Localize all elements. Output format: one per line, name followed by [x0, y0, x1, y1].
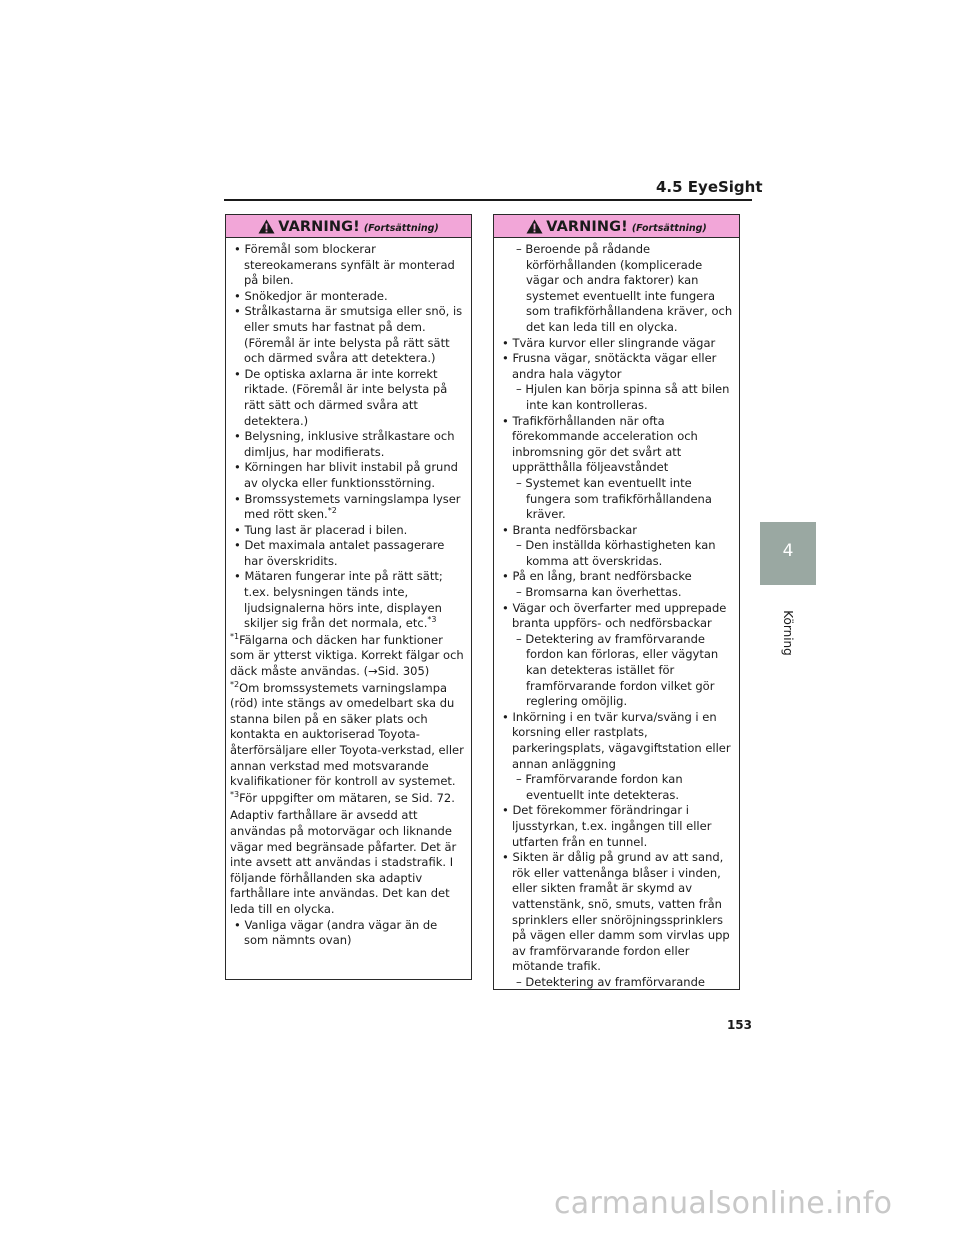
list-item: • Vägar och överfarter med upprepade branta uppförs- och nedförsbackar [502, 600, 727, 631]
list-item: • Frusna vägar, snötäckta vägar eller andra hala vägytor [502, 351, 717, 381]
list-item: • Branta nedförsbackar [502, 522, 637, 537]
warning-triangle-icon [258, 219, 275, 234]
sub-item: – Framförvarande fordon kan eventuellt inte detekteras. [516, 772, 683, 802]
sub-item: – Detektering av framförvarande [516, 974, 705, 989]
watermark: carmanualsonline.info [554, 1186, 893, 1221]
list-item: • Vanliga vägar (andra vägar än de som nämnts ovan) [234, 917, 438, 948]
list-item: • Strålkastarna är smutsiga eller snö, is eller smuts har fastnat på dem. (Föremål är inte belysta på rätt sätt och därmed svåra att detektera.) [234, 304, 463, 366]
warning-continued: (Fortsättning) [363, 223, 439, 234]
sub-item: – Bromsarna kan överhettas. [516, 585, 682, 600]
footnote-ref: *3 [427, 615, 437, 625]
warning-box-left [225, 214, 472, 980]
footnote-1: $^{*1}$Fälgarna och däcken har funktioner som är ytterst viktiga. Korrekt fälgar och däck måste användas. (→Sid. 305) [230, 632, 464, 679]
chapter-label: Körning [781, 610, 795, 656]
paragraph: Adaptiv farthållare är avsedd att användas på motorvägar och liknande vägar med begränsade påfarter. Det är inte avsett att användas i stadstrafik. I följande förhållanden ska adaptiv farthållare inte användas. Det kan det leda till en olycka. [230, 808, 457, 916]
footnote-2: $^{*2}$Om bromssystemets varningslampa (röd) inte stängs av omedelbart ska du stanna bilen på en säker plats och kontakta en auktoriserad Toyota-återförsäljare eller Toyota-verkstad, eller annan verkstad med motsvarande kvalifikationer för kontroll av systemet. [230, 679, 464, 789]
list-item: • Inkörning i en tvär kurva/sväng i en korsning eller rastplats, parkeringsplats, vägavgiftstation eller annan anläggning [502, 709, 731, 771]
sub-item: – Detektering av framförvarande fordon kan förloras, eller vägytan kan detekteras istället för framförvarande fordon vilket gör reglering omöjlig. [516, 631, 719, 709]
list-item: • Snökedjor är monterade. [234, 288, 388, 303]
chapter-number: 4 [782, 541, 794, 561]
list-item: • Tvära kurvor eller slingrande vägar [502, 335, 716, 350]
footnote-3: $^{*3}$För uppgifter om mätaren, se Sid. 72. [230, 789, 455, 805]
warning-box-right [493, 214, 740, 990]
sub-item: – Den inställda körhastigheten kan komma att överskridas. [516, 538, 716, 568]
sub-item: – Beroende på rådande körförhållanden (komplicerade vägar och andra faktorer) kan systemet eventuellt inte fungera som trafikförhållandena kräver, och det kan leda till en olycka. [516, 242, 733, 334]
list-item: • Det förekommer förändringar i ljusstyrkan, t.ex. ingången till eller utfarten från en tunnel. [502, 803, 712, 849]
warning-label: VARNING! [546, 219, 628, 235]
list-item: • Bromssystemets varningslampa lyser med rött sken.$^{*2}$ [234, 491, 461, 522]
sub-item: – Systemet kan eventuellt inte fungera som trafikförhållandena kräver. [516, 475, 712, 522]
header-rule [224, 199, 752, 201]
list-item: • Tung last är placerad i bilen. [234, 522, 408, 537]
list-item: • Körningen har blivit instabil på grund av olycka eller funktionsstörning. [234, 460, 458, 490]
list-item: • Det maximala antalet passagerare har överskridits. [234, 538, 445, 568]
warning-continued: (Fortsättning) [631, 223, 707, 234]
warning-triangle-icon [526, 219, 543, 234]
section-title: 4.5 EyeSight [656, 178, 763, 196]
page-number: 153 [726, 1018, 752, 1032]
list-item: • Sikten är dålig på grund av att sand, rök eller vattenånga blåser i vinden, eller sikten framåt är skymd av vattenstänk, snö, smuts, vatten från sprinklers eller snöröjningssprinklers på vägen eller damm som virvlas upp av framförvarande fordon eller mötande trafik. [502, 850, 730, 974]
list-item: • Belysning, inklusive strålkastare och dimljus, har modifierats. [234, 429, 455, 459]
sub-item: – Hjulen kan börja spinna så att bilen inte kan kontrolleras. [516, 382, 730, 412]
chapter-label-wrap [779, 590, 797, 680]
list-item: • De optiska axlarna är inte korrekt riktade. (Föremål är inte belysta på rätt sätt och därmed svåra att detektera.) [234, 366, 448, 428]
list-item: • Mätaren fungerar inte på rätt sätt; t.ex. belysningen tänds inte, ljudsignalerna hörs inte, displayen skiljer sig från det normala, etc.$^{*3}$ [234, 569, 443, 631]
warning-label: VARNING! [278, 219, 360, 235]
footnote-ref: *2 [327, 506, 337, 516]
warning-header-right [494, 215, 739, 238]
list-item: • Trafikförhållanden när ofta förekommande acceleration och inbromsning gör det svårt att upprätthålla följeavståndet [502, 413, 698, 475]
list-item: • Föremål som blockerar stereokamerans synfält är monterad på bilen. [234, 242, 455, 288]
warning-header-left [226, 215, 471, 238]
list-item: • På en lång, brant nedförsbacke [502, 569, 692, 584]
